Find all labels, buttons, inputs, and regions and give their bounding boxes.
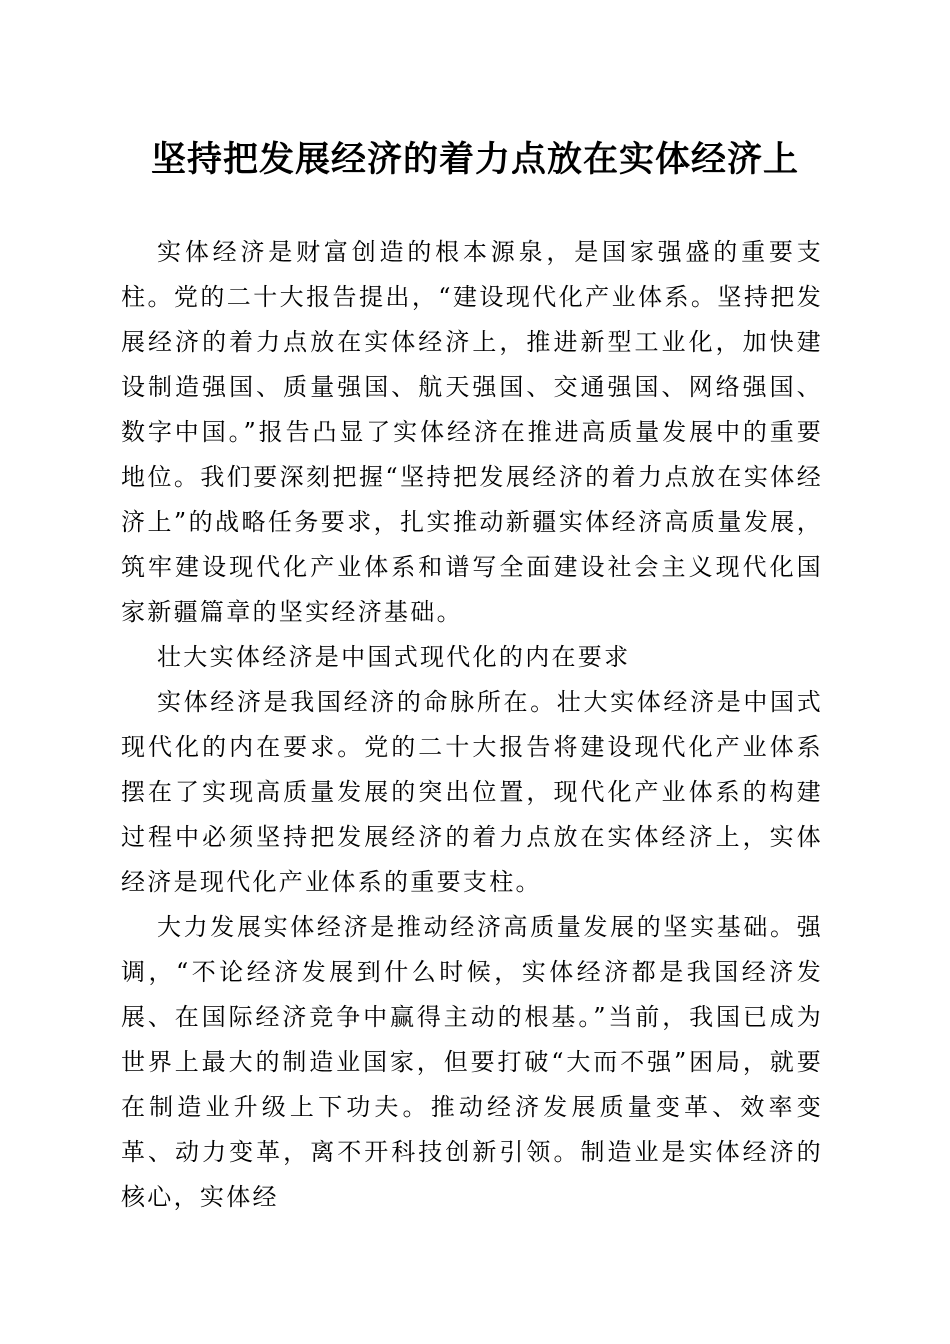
paragraph-intro: 实体经济是财富创造的根本源泉，是国家强盛的重要支柱。党的二十大报告提出，“建设现代化产业体系。坚持把发展经济的着力点放在实体经济上，推进新型工业化，加快建设制造强国、质量强国、航天强国、交通强国、网络强国、数字中国。”报告凸显了实体经济在推进高质量发展中的重要地位。我们要深刻把握“坚持把发展经济的着力点放在实体经济上”的战略任务要求，扎实推动新疆实体经济高质量发展，筑牢建设现代化产业体系和谱写全面建设社会主义现代化国家新疆篇章的坚实经济基础。	[121, 238, 823, 626]
document-title: 坚持把发展经济的着力点放在实体经济上	[150, 139, 799, 180]
document-body	[121, 230, 823, 1220]
section-heading: 壮大实体经济是中国式现代化的内在要求	[157, 643, 631, 671]
paragraph-foundation: 大力发展实体经济是推动经济高质量发展的坚实基础。强调，“不论经济发展到什么时候，实体经济都是我国经济发展、在国际经济竞争中赢得主动的根基。”当前，我国已成为世界上最大的制造业国家，但要打破“大而不强”困局，就要在制造业升级上下功夫。推动经济发展质量变革、效率变革、动力变革，离不开科技创新引领。制造业是实体经济的核心，实体经	[121, 913, 823, 1211]
paragraph-lifeline: 实体经济是我国经济的命脉所在。壮大实体经济是中国式现代化的内在要求。党的二十大报告将建设现代化产业体系摆在了实现高质量发展的突出位置，现代化产业体系的构建过程中必须坚持把发展经济的着力点放在实体经济上，实体经济是现代化产业体系的重要支柱。	[121, 688, 823, 896]
